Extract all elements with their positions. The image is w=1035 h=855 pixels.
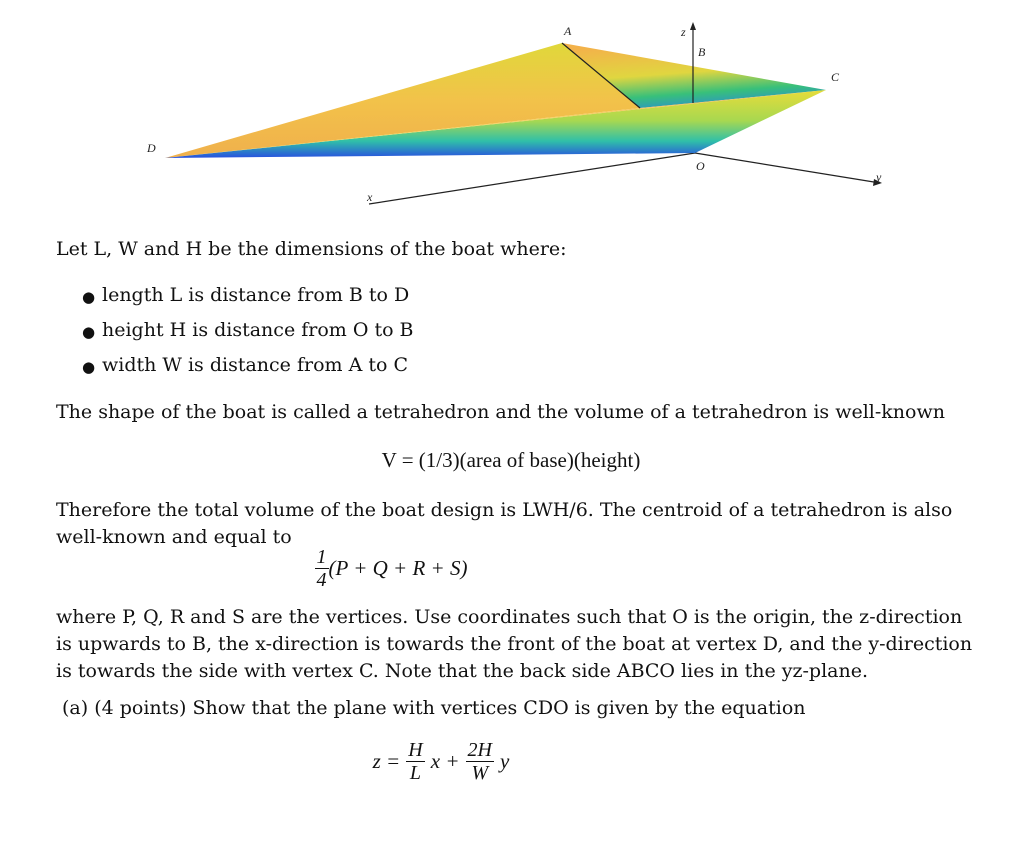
plane-eq-frac-2-den: W — [471, 762, 489, 784]
bullet-width: width W is distance from A to C — [102, 354, 408, 376]
volume-formula — [56, 447, 966, 475]
axis-label-y: y — [876, 170, 882, 184]
where-line-3: is towards the side with vertex C. Note that the back side ABCO lies in the yz-plane. — [56, 660, 868, 682]
centroid-fraction — [315, 546, 329, 591]
bullet-height: height H is distance from O to B — [102, 319, 414, 341]
centroid-sum: (P + Q + R + S) — [328, 556, 468, 580]
volume-formula-text: V = (1/3)(area of base)(height) — [381, 448, 641, 472]
vertex-label-b: B — [698, 45, 706, 59]
plane-equation — [0, 739, 896, 784]
vertex-label-a: A — [564, 24, 572, 38]
plane-eq-end: y — [500, 749, 510, 773]
part-a: (a) (4 points) Show that the plane with vertices CDO is given by the equation — [62, 697, 806, 719]
where-line-2: is upwards to B, the x-direction is towards the front of the boat at vertex D, and the y-direction — [56, 633, 973, 655]
plane-eq-lhs: z = — [372, 749, 401, 773]
bullet-length: length L is distance from B to D — [102, 284, 410, 306]
axis-label-z: z — [681, 25, 686, 39]
y-axis — [695, 153, 880, 183]
plane-eq-frac-1-num: H — [408, 739, 423, 761]
plane-eq-frac-2-num: 2H — [467, 739, 492, 761]
bullet-dot: ● — [82, 358, 96, 376]
x-axis — [369, 153, 695, 204]
vertex-label-o: O — [696, 159, 705, 173]
vertex-label-d: D — [147, 141, 156, 155]
total-volume-line-2: well-known and equal to — [56, 526, 292, 548]
total-volume-line-1: Therefore the total volume of the boat design is LWH/6. The centroid of a tetrahedron is also — [56, 499, 953, 521]
intro-line: Let L, W and H be the dimensions of the boat where: — [56, 238, 567, 260]
plane-eq-mid: x + — [430, 749, 460, 773]
where-line-1: where P, Q, R and S are the vertices. Use coordinates such that O is the origin, the z-direction — [56, 606, 963, 628]
centroid-numerator: 1 — [316, 546, 327, 568]
axis-label-x: x — [367, 190, 373, 204]
centroid-formula — [0, 546, 846, 591]
plane-eq-frac-1-den: L — [409, 762, 422, 784]
plane-eq-frac-1 — [406, 739, 424, 784]
bullet-dot: ● — [82, 288, 96, 306]
z-arrow-head — [690, 22, 696, 30]
bullet-dot: ● — [82, 323, 96, 341]
shape-sentence: The shape of the boat is called a tetrahedron and the volume of a tetrahedron is well-known — [56, 401, 945, 423]
vertex-label-c: C — [831, 70, 840, 84]
tetrahedron-boat-figure — [0, 0, 1035, 215]
centroid-denominator: 4 — [316, 569, 327, 591]
plane-eq-frac-2 — [466, 739, 494, 784]
